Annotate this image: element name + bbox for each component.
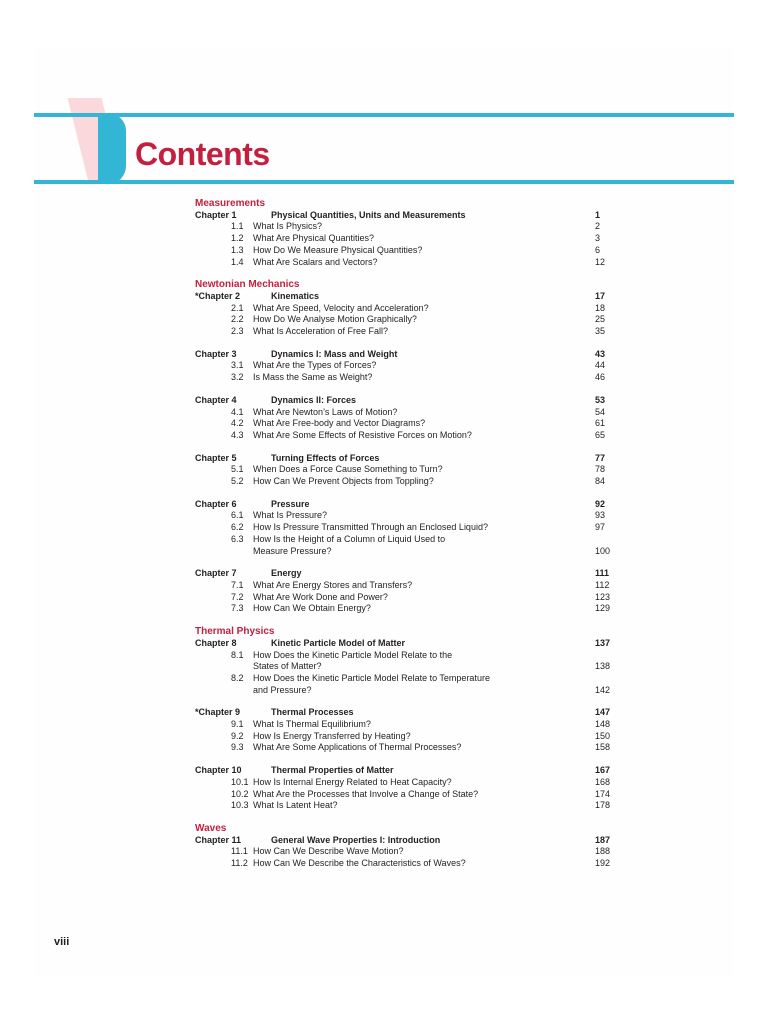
chapter-page: 167 bbox=[595, 765, 611, 776]
chapter-title: Thermal Properties of Matter bbox=[271, 765, 394, 776]
topic-page: 84 bbox=[595, 476, 606, 487]
topic-title: and Pressure? bbox=[253, 684, 312, 695]
topic-row[interactable] bbox=[195, 510, 635, 522]
topic-page bbox=[595, 650, 635, 662]
chapter-row[interactable] bbox=[195, 395, 635, 407]
topic-page: 61 bbox=[595, 418, 606, 429]
topic-row[interactable] bbox=[195, 661, 635, 673]
chapter-row[interactable] bbox=[195, 835, 635, 847]
chapter-label: *Chapter 9 bbox=[195, 707, 241, 718]
section-heading: Measurements bbox=[195, 198, 266, 209]
topic-title: How Can We Describe the Characteristics of Waves? bbox=[253, 858, 466, 869]
topic-number: 5.2 bbox=[231, 476, 244, 487]
chapter-spacer bbox=[195, 384, 635, 395]
topic-number: 10.3 bbox=[231, 800, 249, 811]
chapter-label: Chapter 7 bbox=[195, 568, 237, 579]
topic-page: 2 bbox=[595, 221, 601, 232]
topic-row[interactable] bbox=[195, 546, 635, 558]
topic-row[interactable] bbox=[195, 314, 635, 326]
topic-title: How Does the Kinetic Particle Model Relate to the bbox=[253, 649, 453, 660]
topic-row[interactable] bbox=[195, 800, 635, 812]
topic-number: 4.1 bbox=[231, 406, 244, 417]
section-heading: Thermal Physics bbox=[195, 626, 275, 638]
chapter-spacer bbox=[195, 338, 635, 349]
topic-number: 4.3 bbox=[231, 429, 244, 440]
topic-number: 6.2 bbox=[231, 522, 244, 533]
topic-page: 142 bbox=[595, 684, 611, 695]
topic-title: What Are Speed, Velocity and Acceleration? bbox=[253, 302, 429, 313]
topic-row[interactable] bbox=[195, 858, 635, 870]
topic-page: 138 bbox=[595, 661, 611, 672]
chapter-title: General Wave Properties I: Introduction bbox=[271, 834, 441, 845]
topic-number: 10.2 bbox=[231, 788, 249, 799]
topic-page: 6 bbox=[595, 244, 601, 255]
chapter-spacer bbox=[195, 442, 635, 453]
chapter-row[interactable] bbox=[195, 210, 635, 222]
topic-number: 2.1 bbox=[231, 302, 244, 313]
topic-number: 4.2 bbox=[231, 418, 244, 429]
chapter-label: Chapter 4 bbox=[195, 394, 237, 405]
topic-row[interactable] bbox=[195, 580, 635, 592]
topic-row[interactable] bbox=[195, 603, 635, 615]
topic-number: 9.3 bbox=[231, 742, 244, 753]
topic-page: 112 bbox=[595, 579, 610, 590]
page-number: viii bbox=[54, 936, 70, 948]
topic-page: 150 bbox=[595, 730, 611, 741]
topic-row[interactable] bbox=[195, 731, 635, 743]
chapter-row[interactable] bbox=[195, 349, 635, 361]
chapter-spacer bbox=[195, 557, 635, 568]
topic-row[interactable] bbox=[195, 685, 635, 697]
chapter-row[interactable] bbox=[195, 707, 635, 719]
section-spacer bbox=[195, 268, 635, 279]
topic-title: States of Matter? bbox=[253, 661, 322, 672]
topic-page bbox=[595, 534, 635, 546]
chapter-title: Kinetic Particle Model of Matter bbox=[271, 637, 406, 648]
topic-title: What Are Newton’s Laws of Motion? bbox=[253, 406, 398, 417]
topic-number: 7.2 bbox=[231, 591, 244, 602]
chapter-page: 111 bbox=[595, 568, 610, 579]
topic-title: What Are the Processes that Involve a Change of State? bbox=[253, 788, 479, 799]
topic-row[interactable] bbox=[195, 846, 635, 858]
chapter-row[interactable] bbox=[195, 638, 635, 650]
topic-row[interactable] bbox=[195, 303, 635, 315]
topic-row[interactable] bbox=[195, 360, 635, 372]
topic-row[interactable] bbox=[195, 372, 635, 384]
topic-page: 3 bbox=[595, 233, 601, 244]
topic-title: How Is Energy Transferred by Heating? bbox=[253, 730, 411, 741]
topic-title: What Is Acceleration of Free Fall? bbox=[253, 326, 389, 337]
topic-number: 3.1 bbox=[231, 360, 244, 371]
topic-row[interactable] bbox=[195, 407, 635, 419]
topic-title: How Can We Describe Wave Motion? bbox=[253, 846, 404, 857]
topic-page: 18 bbox=[595, 302, 606, 313]
chapter-label: Chapter 3 bbox=[195, 348, 237, 359]
topic-number bbox=[195, 685, 253, 697]
book-page bbox=[34, 48, 734, 976]
topic-page: 188 bbox=[595, 846, 611, 857]
topic-page: 158 bbox=[595, 742, 611, 753]
chapter-page: 1 bbox=[595, 209, 601, 220]
topic-row[interactable] bbox=[195, 592, 635, 604]
topic-page: 25 bbox=[595, 314, 606, 325]
topic-title: What Is Thermal Equilibrium? bbox=[253, 719, 371, 730]
chapter-title: Dynamics II: Forces bbox=[271, 394, 357, 405]
topic-number: 2.3 bbox=[231, 326, 244, 337]
topic-row[interactable] bbox=[195, 522, 635, 534]
topic-page: 97 bbox=[595, 522, 606, 533]
topic-title: What Is Physics? bbox=[253, 221, 323, 232]
section-spacer bbox=[195, 812, 635, 823]
chapter-title: Dynamics I: Mass and Weight bbox=[271, 348, 398, 359]
section-spacer bbox=[195, 615, 635, 626]
topic-page: 178 bbox=[595, 800, 611, 811]
topic-row[interactable] bbox=[195, 742, 635, 754]
chapter-label: Chapter 1 bbox=[195, 209, 237, 220]
topic-title: When Does a Force Cause Something to Turn? bbox=[253, 464, 443, 475]
topic-number: 8.1 bbox=[231, 649, 244, 660]
chapter-page: 77 bbox=[595, 452, 606, 463]
topic-title: What Are Work Done and Power? bbox=[253, 591, 388, 602]
chapter-title: Thermal Processes bbox=[271, 707, 354, 718]
topic-number: 2.2 bbox=[231, 314, 244, 325]
chapter-label: *Chapter 2 bbox=[195, 290, 241, 301]
topic-page: 100 bbox=[595, 545, 611, 556]
chapter-title: Physical Quantities, Units and Measurements bbox=[271, 209, 466, 220]
topic-title: What Are Physical Quantities? bbox=[253, 233, 375, 244]
topic-number: 9.1 bbox=[231, 719, 244, 730]
topic-number bbox=[195, 546, 253, 558]
topic-row[interactable] bbox=[195, 430, 635, 442]
topic-page: 93 bbox=[595, 510, 606, 521]
topic-title: What Are Energy Stores and Transfers? bbox=[253, 579, 413, 590]
chapter-row[interactable] bbox=[195, 765, 635, 777]
topic-page: 148 bbox=[595, 719, 611, 730]
chapter-label: Chapter 5 bbox=[195, 452, 237, 463]
chapter-label: Chapter 8 bbox=[195, 637, 237, 648]
topic-row[interactable] bbox=[195, 789, 635, 801]
topic-number: 7.3 bbox=[231, 603, 244, 614]
topic-number: 11.1 bbox=[231, 846, 248, 857]
topic-number: 6.3 bbox=[231, 533, 244, 544]
topic-number: 1.2 bbox=[231, 233, 244, 244]
topic-number: 6.1 bbox=[231, 510, 244, 521]
chapter-spacer bbox=[195, 488, 635, 499]
chapter-label: Chapter 6 bbox=[195, 498, 237, 509]
chapter-page: 137 bbox=[595, 637, 611, 648]
topic-page: 44 bbox=[595, 360, 606, 371]
topic-title: What Are Some Applications of Thermal Processes? bbox=[253, 742, 462, 753]
topic-title: What Are Free-body and Vector Diagrams? bbox=[253, 418, 426, 429]
topic-row[interactable] bbox=[195, 257, 635, 269]
topic-row[interactable] bbox=[195, 464, 635, 476]
chapter-page: 147 bbox=[595, 707, 611, 718]
topic-title: What Is Pressure? bbox=[253, 510, 328, 521]
topic-row[interactable] bbox=[195, 221, 635, 233]
topic-title: How Is Pressure Transmitted Through an Enclosed Liquid? bbox=[253, 522, 488, 533]
topic-number: 3.2 bbox=[231, 372, 244, 383]
page-title: Contents bbox=[135, 136, 270, 172]
topic-page: 54 bbox=[595, 406, 606, 417]
topic-number: 1.3 bbox=[231, 244, 244, 255]
chapter-title: Turning Effects of Forces bbox=[271, 452, 380, 463]
chapter-title: Energy bbox=[271, 568, 302, 579]
topic-number: 5.1 bbox=[231, 464, 244, 475]
chapter-title: Pressure bbox=[271, 498, 310, 509]
topic-page: 65 bbox=[595, 429, 606, 440]
topic-row[interactable] bbox=[195, 534, 635, 546]
header-rule-top bbox=[34, 113, 734, 117]
topic-number: 1.4 bbox=[231, 256, 244, 267]
topic-page: 174 bbox=[595, 788, 611, 799]
chapter-row[interactable] bbox=[195, 453, 635, 465]
chapter-title: Kinematics bbox=[271, 290, 320, 301]
topic-title: How Is the Height of a Column of Liquid Used to bbox=[253, 533, 446, 544]
topic-page: 168 bbox=[595, 776, 611, 787]
topic-title: What Are the Types of Forces? bbox=[253, 360, 377, 371]
topic-title: How Do We Analyse Motion Graphically? bbox=[253, 314, 417, 325]
chapter-row[interactable] bbox=[195, 499, 635, 511]
topic-title: What Are Scalars and Vectors? bbox=[253, 256, 378, 267]
chapter-page: 17 bbox=[595, 290, 606, 301]
topic-row[interactable] bbox=[195, 233, 635, 245]
topic-row[interactable] bbox=[195, 245, 635, 257]
table-of-contents bbox=[195, 198, 635, 870]
section-heading: Waves bbox=[195, 822, 227, 834]
topic-page: 123 bbox=[595, 591, 611, 602]
topic-page: 35 bbox=[595, 326, 606, 337]
topic-page: 46 bbox=[595, 372, 606, 383]
topic-number: 8.2 bbox=[231, 672, 244, 683]
topic-number: 9.2 bbox=[231, 730, 244, 741]
topic-page bbox=[595, 673, 635, 685]
topic-row[interactable] bbox=[195, 673, 635, 685]
topic-row[interactable] bbox=[195, 777, 635, 789]
topic-row[interactable] bbox=[195, 719, 635, 731]
topic-title: Measure Pressure? bbox=[253, 545, 332, 556]
topic-title: What Is Latent Heat? bbox=[253, 800, 338, 811]
topic-title: What Are Some Effects of Resistive Forces on Motion? bbox=[253, 429, 472, 440]
topic-page: 129 bbox=[595, 603, 611, 614]
topic-title: How Can We Prevent Objects from Toppling? bbox=[253, 476, 434, 487]
topic-number: 1.1 bbox=[231, 221, 244, 232]
topic-page: 78 bbox=[595, 464, 606, 475]
topic-title: How Do We Measure Physical Quantities? bbox=[253, 244, 423, 255]
topic-number: 10.1 bbox=[231, 776, 249, 787]
topic-title: Is Mass the Same as Weight? bbox=[253, 372, 373, 383]
header-rule-bottom bbox=[34, 180, 734, 184]
topic-row[interactable] bbox=[195, 476, 635, 488]
section-heading: Newtonian Mechanics bbox=[195, 279, 300, 291]
topic-title: How Does the Kinetic Particle Model Relate to Temperature bbox=[253, 672, 490, 683]
chapter-label: Chapter 10 bbox=[195, 765, 242, 776]
topic-row[interactable] bbox=[195, 418, 635, 430]
topic-row[interactable] bbox=[195, 650, 635, 662]
chapter-label: Chapter 11 bbox=[195, 834, 242, 845]
chapter-spacer bbox=[195, 754, 635, 765]
topic-number: 7.1 bbox=[231, 579, 244, 590]
topic-number: 11.2 bbox=[231, 858, 248, 869]
chapter-spacer bbox=[195, 696, 635, 707]
topic-page: 12 bbox=[595, 256, 606, 267]
chapter-row[interactable] bbox=[195, 291, 635, 303]
topic-row[interactable] bbox=[195, 326, 635, 338]
chapter-page: 92 bbox=[595, 498, 606, 509]
header-tab bbox=[98, 113, 126, 184]
chapter-row[interactable] bbox=[195, 568, 635, 580]
topic-title: How Is Internal Energy Related to Heat Capacity? bbox=[253, 776, 452, 787]
topic-title: How Can We Obtain Energy? bbox=[253, 603, 371, 614]
chapter-page: 187 bbox=[595, 834, 611, 845]
chapter-page: 43 bbox=[595, 348, 606, 359]
topic-page: 192 bbox=[595, 858, 611, 869]
topic-number bbox=[195, 661, 253, 673]
chapter-page: 53 bbox=[595, 394, 606, 405]
